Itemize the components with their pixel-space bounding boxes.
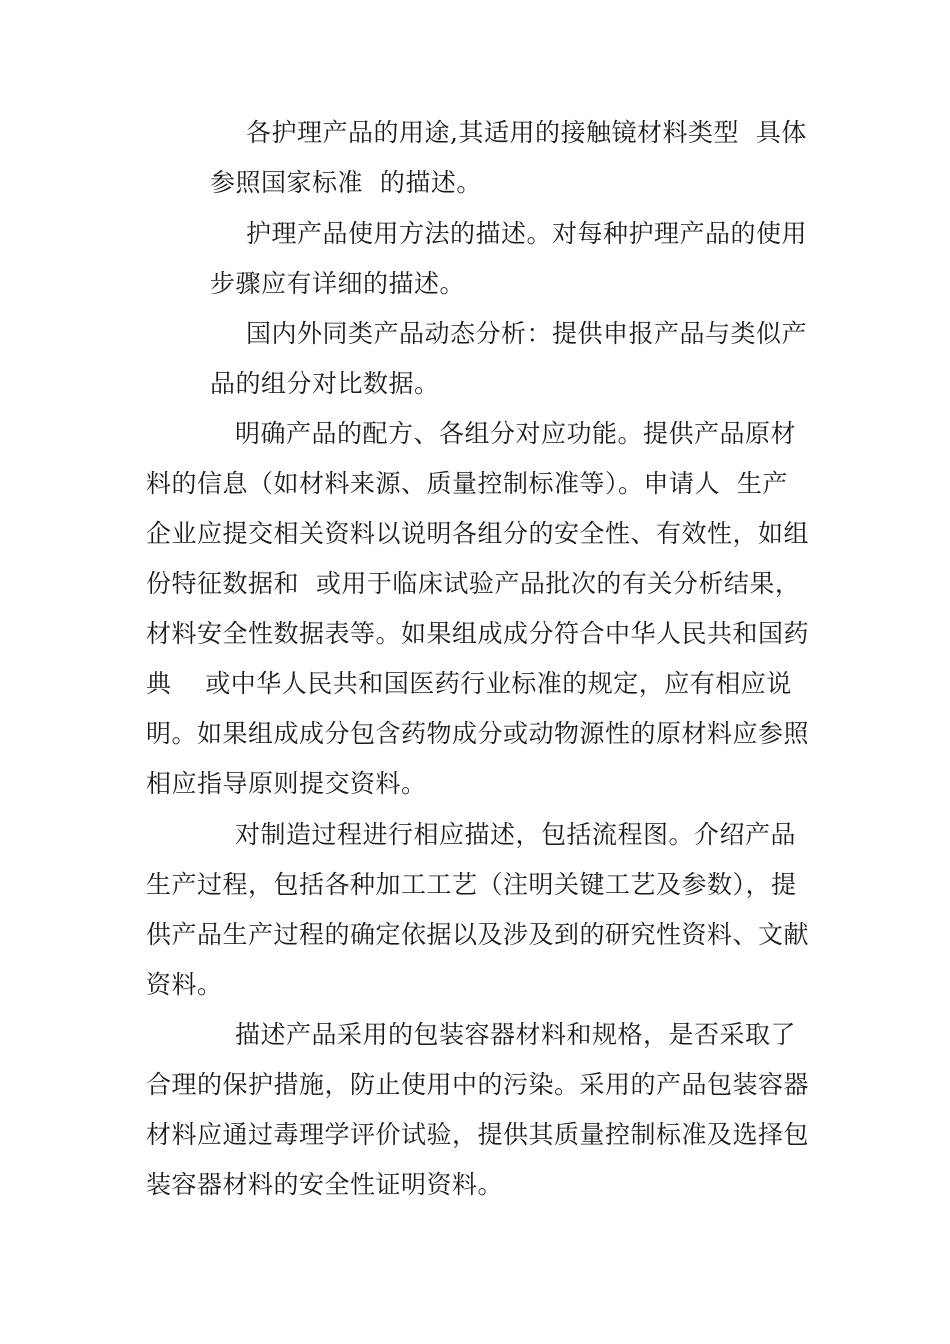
paragraph-5-line-3: 供产品生产过程的确定依据以及涉及到的研究性资料、文献 <box>146 920 810 949</box>
paragraph-6-line-1: 描述产品采用的包装容器材料和规格，是否采取了 <box>235 1020 797 1049</box>
paragraph-4-line-7: 明。如果组成成分包含药物成分或动物源性的原材料应参照 <box>146 719 810 748</box>
paragraph-2-line-2: 步骤应有详细的描述。 <box>210 269 466 298</box>
paragraph-4-line-4: 份特征数据和 或用于临床试验产品批次的有关分析结果， <box>146 569 801 598</box>
paragraph-5-line-1: 对制造过程进行相应描述，包括流程图。介绍产品 <box>235 820 797 849</box>
paragraph-4-line-3: 企业应提交相关资料以说明各组分的安全性、有效性，如组 <box>146 519 810 548</box>
paragraph-1-line-2: 参照国家标准 的描述。 <box>210 168 482 197</box>
paragraph-6-line-4: 装容器材料的安全性证明资料。 <box>146 1170 504 1199</box>
paragraph-4-line-5: 材料安全性数据表等。如果组成成分符合中华人民共和国药 <box>146 619 810 648</box>
paragraph-6-line-2: 合理的保护措施，防止使用中的污染。采用的产品包装容器 <box>146 1070 810 1099</box>
paragraph-4-line-1: 明确产品的配方、各组分对应功能。提供产品原材 <box>235 419 797 448</box>
paragraph-2-line-1: 护理产品使用方法的描述。对每种护理产品的使用 <box>246 219 808 248</box>
paragraph-3-line-2: 品的组分对比数据。 <box>210 369 440 398</box>
paragraph-1-line-1: 各护理产品的用途,其适用的接触镜材料类型 具体 <box>246 118 807 147</box>
paragraph-6-line-3: 材料应通过毒理学评价试验，提供其质量控制标准及选择包 <box>146 1120 810 1149</box>
paragraph-5-line-2: 生产过程，包括各种加工工艺（注明关键工艺及参数），提 <box>146 870 797 899</box>
paragraph-4-line-2: 料的信息（如材料来源、质量控制标准等）。申请人 生产 <box>146 469 788 498</box>
paragraph-3-line-1: 国内外同类产品动态分析：提供申报产品与类似产 <box>246 319 808 348</box>
paragraph-4-line-8: 相应指导原则提交资料。 <box>146 769 427 798</box>
paragraph-5-line-4: 资料。 <box>146 970 223 999</box>
paragraph-4-line-6: 典 或中华人民共和国医药行业标准的规定，应有相应说 <box>146 669 792 698</box>
